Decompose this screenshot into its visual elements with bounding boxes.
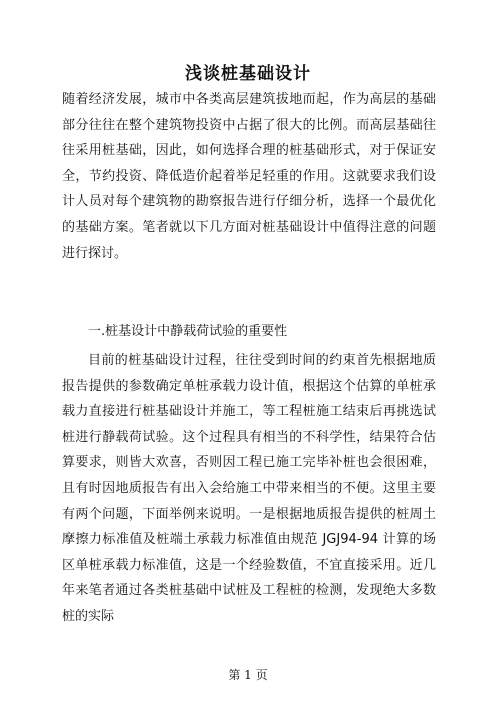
intro-paragraph: 随着经济发展，城市中各类高层建筑拔地而起，作为高层的基础部分往往在整个建筑物投资中占据了很大的比例。而高层基础往往采用桩基础，因此，如何选择合理的桩基础形式，对于保证安全，节约投资、降低造价起着举足轻重的作用。这就要求我们设计人员对每个建筑物的勘察报告进行仔细分析，选择一个最优化的基础方案。笔者就以下几方面对桩基础设计中值得注意的问题进行探讨。 [62, 92, 436, 261]
section-heading: 一.桩基设计中静载荷试验的重要性 [88, 324, 288, 339]
section-body-paragraph: 目前的桩基础设计过程，往往受到时间的约束首先根据地质报告提供的参数确定单桩承载力设计值，根据这个估算的单桩承载力直接进行桩基础设计并施工，等工程桩施工结束后再挑选试桩进行静载荷试验。这个过程具有相当的不科学性，结果符合估算要求，则皆大欢喜，否则因工程已施工完毕补桩也会很困难，且有时因地质报告有出入会给施工中带来相当的不便。这里主要有两个问题，下面举例来说明。一是根据地质报告提供的桩周土摩擦力标准值及桩端土承载力标准值由规范 JGJ94-94 计算的场区单桩承载力标准值，这是一个经验数值，不宜直接采用。近几年来笔者通过各类桩基础中试桩及工程桩的检测，发现绝大多数桩的实际 [62, 353, 436, 624]
document-title: 浅谈桩基础设计 [185, 64, 311, 84]
page-number: 第 1 页 [228, 668, 268, 682]
